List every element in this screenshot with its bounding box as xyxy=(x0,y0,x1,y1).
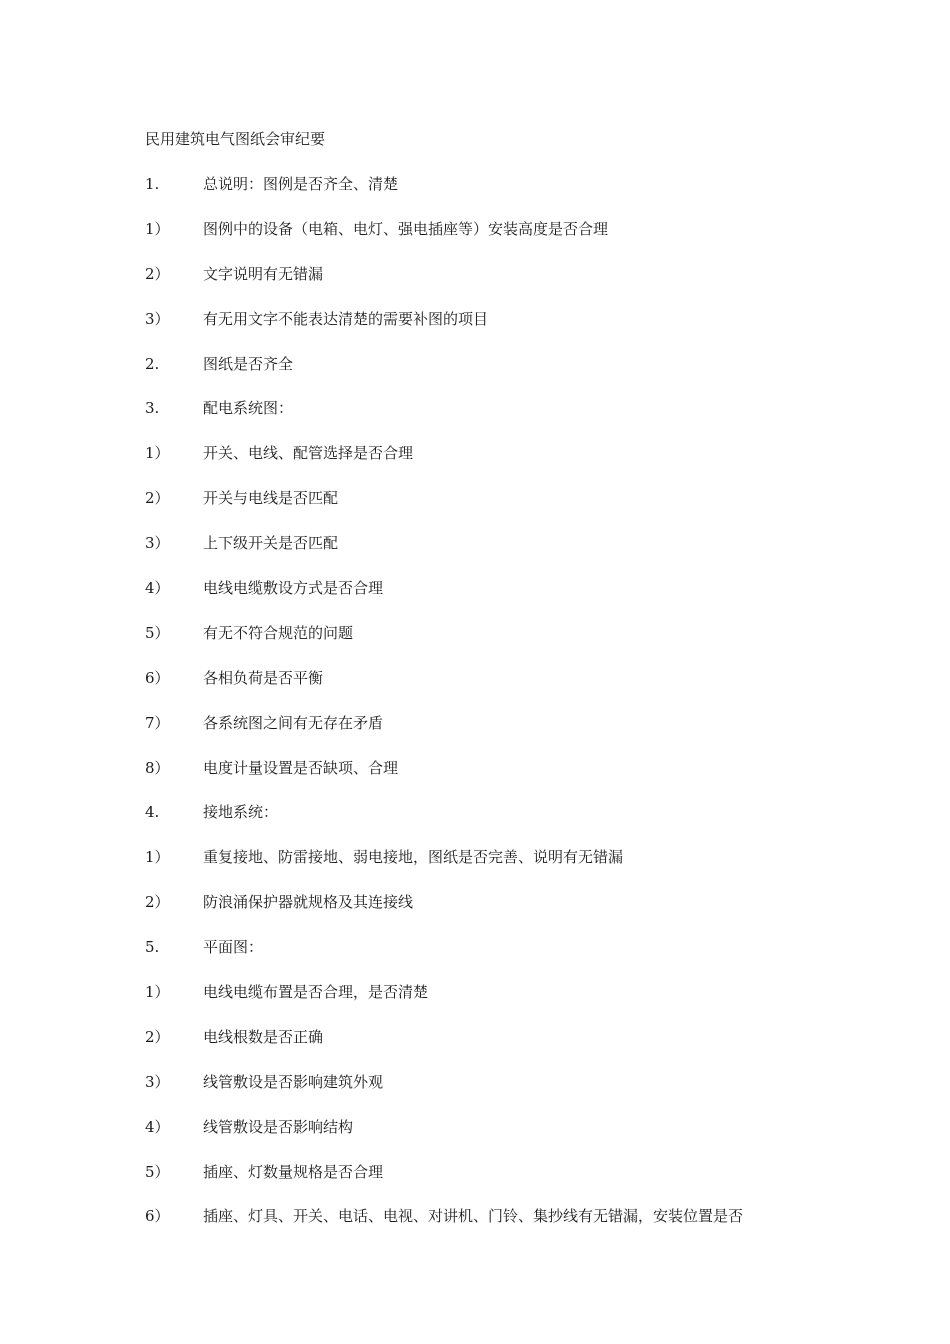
list-item xyxy=(145,936,905,981)
list-item xyxy=(145,442,905,487)
item-text: 插座、灯数量规格是否合理 xyxy=(203,1162,384,1181)
list-item xyxy=(145,846,905,891)
list-item xyxy=(145,622,905,667)
item-text: 上下级开关是否匹配 xyxy=(203,534,339,553)
item-number: 7） xyxy=(145,713,170,732)
item-text: 电度计量设置是否缺项、合理 xyxy=(203,758,399,777)
list-item xyxy=(145,1026,905,1071)
item-number: 3） xyxy=(145,309,170,328)
item-number: 4） xyxy=(145,579,170,598)
item-number: 4. xyxy=(145,803,160,822)
item-text: 重复接地、防雷接地、弱电接地，图纸是否完善、说明有无错漏 xyxy=(203,848,624,867)
item-number: 3. xyxy=(145,399,160,418)
list-item xyxy=(145,801,905,846)
list-item xyxy=(145,712,905,757)
item-number: 1. xyxy=(145,175,160,193)
list-item xyxy=(145,263,905,308)
item-text: 开关与电线是否匹配 xyxy=(203,489,339,508)
item-number: 4） xyxy=(145,1117,170,1136)
list-item xyxy=(145,1116,905,1161)
item-text: 平面图： xyxy=(203,938,264,957)
list-item xyxy=(145,308,905,353)
item-text: 插座、灯具、开关、电话、电视、对讲机、门铃、集抄线有无错漏，安装位置是否 xyxy=(203,1207,744,1226)
list-item xyxy=(145,891,905,936)
item-text: 图纸是否齐全 xyxy=(203,354,294,373)
item-text: 各系统图之间有无存在矛盾 xyxy=(203,713,384,732)
item-text: 线管敷设是否影响建筑外观 xyxy=(203,1072,384,1091)
item-text: 电线根数是否正确 xyxy=(203,1027,324,1046)
list-item xyxy=(145,173,905,218)
item-number: 1） xyxy=(145,983,170,1002)
item-number: 2） xyxy=(145,264,170,283)
list-item xyxy=(145,487,905,532)
list-item xyxy=(145,1071,905,1116)
item-text: 图例中的设备（电箱、电灯、强电插座等）安装高度是否合理 xyxy=(203,219,609,238)
list-item xyxy=(145,1161,905,1206)
item-text: 各相负荷是否平衡 xyxy=(203,668,324,687)
item-text: 配电系统图： xyxy=(203,399,294,418)
list-item xyxy=(145,218,905,263)
list-item xyxy=(145,397,905,442)
checklist xyxy=(145,173,905,1250)
item-number: 8） xyxy=(145,758,170,777)
item-number: 2. xyxy=(145,354,160,373)
list-item xyxy=(145,667,905,712)
item-number: 1） xyxy=(145,848,170,867)
item-number: 6） xyxy=(145,668,170,687)
item-number: 6） xyxy=(145,1207,170,1226)
item-number: 2） xyxy=(145,489,170,508)
item-text: 电线电缆敷设方式是否合理 xyxy=(203,579,384,598)
item-number: 3） xyxy=(145,534,170,553)
list-item xyxy=(145,353,905,398)
list-item xyxy=(145,532,905,577)
item-text: 防浪涌保护器就规格及其连接线 xyxy=(203,893,414,912)
item-number: 5） xyxy=(145,1162,170,1181)
item-number: 1） xyxy=(145,219,170,238)
document-title: 民用建筑电气图纸会审纪要 xyxy=(145,130,326,148)
item-text: 接地系统： xyxy=(203,803,279,822)
item-number: 2） xyxy=(145,893,170,912)
list-item xyxy=(145,757,905,802)
list-item xyxy=(145,577,905,622)
item-text: 总说明：图例是否齐全、清楚 xyxy=(203,175,399,193)
item-text: 文字说明有无错漏 xyxy=(203,264,324,283)
item-text: 开关、电线、配管选择是否合理 xyxy=(203,444,414,463)
list-item xyxy=(145,1205,905,1250)
item-number: 5. xyxy=(145,938,160,957)
item-number: 2） xyxy=(145,1027,170,1046)
item-number: 3） xyxy=(145,1072,170,1091)
item-text: 有无用文字不能表达清楚的需要补图的项目 xyxy=(203,309,489,328)
item-text: 电线电缆布置是否合理，是否清楚 xyxy=(203,983,429,1002)
item-number: 1） xyxy=(145,444,170,463)
item-number: 5） xyxy=(145,623,170,642)
item-text: 线管敷设是否影响结构 xyxy=(203,1117,354,1136)
list-item xyxy=(145,981,905,1026)
item-text: 有无不符合规范的问题 xyxy=(203,623,354,642)
